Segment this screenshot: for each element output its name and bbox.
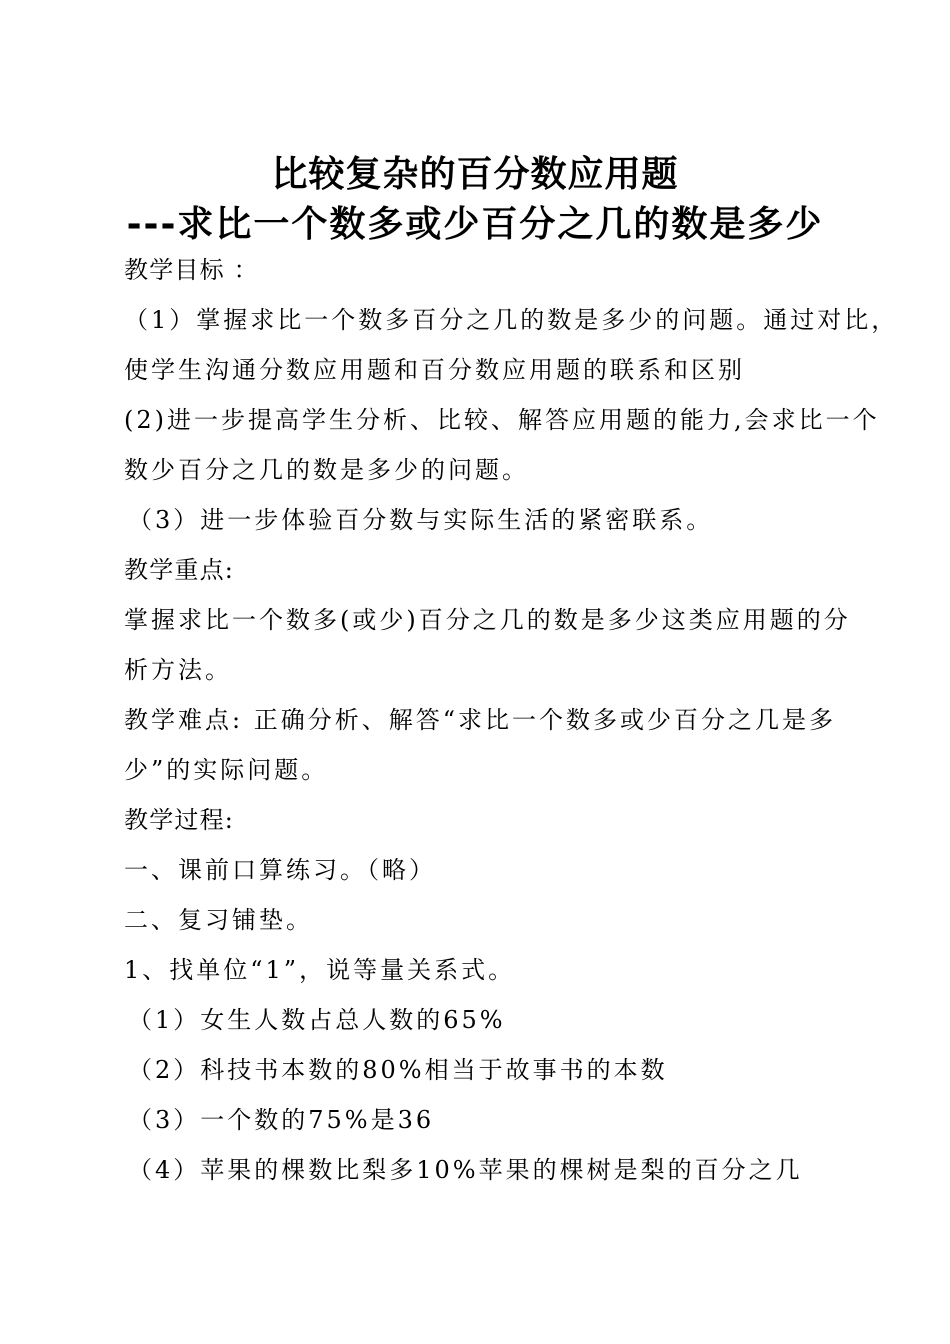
section-heading-key-points: 教学重点: xyxy=(124,556,235,584)
difficulty-line-1: 教学难点: 正确分析、解答“求比一个数多或少百分之几是多 xyxy=(124,706,836,734)
exercise-item-1: （1）女生人数占总人数的65% xyxy=(128,1006,506,1034)
objective-1-line-1: （1）掌握求比一个数多百分之几的数是多少的问题。通过对比， xyxy=(124,306,899,334)
difficulty-line-2: 少”的实际问题。 xyxy=(124,756,329,784)
objective-1-line-2: 使学生沟通分数应用题和百分数应用题的联系和区别 xyxy=(124,356,745,384)
key-points-line-2: 析方法。 xyxy=(124,656,232,684)
objective-2-line-1: (2)进一步提高学生分析、比较、解答应用题的能力,会求比一个 xyxy=(124,406,880,434)
exercise-item-3: （3）一个数的75%是36 xyxy=(128,1106,435,1134)
key-points-line-1: 掌握求比一个数多(或少)百分之几的数是多少这类应用题的分 xyxy=(124,606,851,634)
objective-3: （3）进一步体验百分数与实际生活的紧密联系。 xyxy=(128,506,714,534)
section-heading-objectives: 教学目标 ： xyxy=(124,256,259,284)
document-title: 比较复杂的百分数应用题 xyxy=(271,154,679,195)
process-step-2: 二、复习铺垫。 xyxy=(124,906,313,934)
document-subtitle: ---求比一个数多或少百分之几的数是多少 xyxy=(126,204,824,245)
exercise-item-4: （4）苹果的棵数比梨多10%苹果的棵树是梨的百分之几 xyxy=(128,1156,803,1184)
process-step-1: 一、课前口算练习。（略） xyxy=(124,856,436,884)
exercise-item-2: （2）科技书本数的80%相当于故事书的本数 xyxy=(128,1056,668,1084)
section-heading-process: 教学过程: xyxy=(124,806,235,834)
objective-2-line-2: 数少百分之几的数是多少的问题。 xyxy=(124,456,529,484)
exercise-heading: 1、找单位“1”，说等量关系式。 xyxy=(124,956,516,984)
